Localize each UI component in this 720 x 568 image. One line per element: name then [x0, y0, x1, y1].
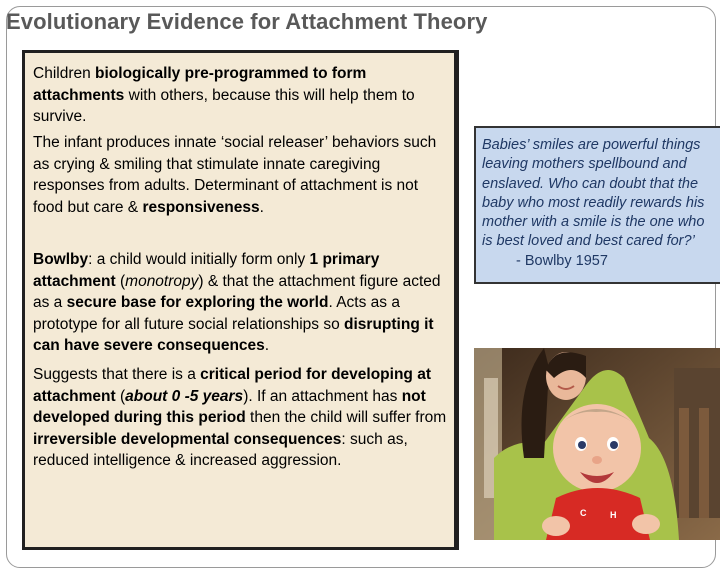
p4-years-italic: about 0 -5 years: [125, 387, 244, 405]
p3-italic-1: monotropy: [125, 272, 199, 290]
main-text-box: [22, 50, 459, 550]
p2-text-2: .: [259, 198, 264, 216]
p4-bold-italic-1: [125, 388, 243, 405]
paragraph-bowlby: [33, 249, 451, 357]
p3-bold-1: Bowlby: [33, 251, 89, 268]
p4-bold-2: not developed during this period: [33, 387, 426, 426]
slide-title: Evolutionary Evidence for Attachment Theory: [6, 9, 488, 34]
p4-text-3: ). If an attachment has: [243, 387, 402, 405]
p4-bold-1: critical period for developing at attachment: [33, 366, 431, 405]
quote-author: - Bowlby 1957: [516, 252, 608, 269]
p3-bold-4: disrupting it can have severe consequences: [33, 315, 434, 354]
p4-bold-3: irreversible developmental consequences: [33, 430, 342, 448]
p3-text-5: .: [264, 337, 270, 354]
p1-bold-1: biologically pre-programmed to form attachments: [33, 65, 367, 104]
p4-text-5: : such as, reduced intelligence & increased aggression.: [33, 430, 408, 469]
p3-bold-3: secure base for exploring the world: [66, 294, 329, 311]
p4-text-2: (: [115, 387, 126, 405]
p3-text-4: . Acts as a prototype for all future social relationships so: [33, 294, 400, 333]
p2-text-1: The infant produces innate ‘social releaser’ behaviors such as crying & smiling that stimulate innate caregiving responses from adults. Determinant of attachment is not food but care &: [33, 134, 437, 216]
quote-body: Babies’ smiles are powerful things leaving mothers spellbound and enslaved. Who can doubt that the baby who most readily rewards his mother with a smile is the one who is best loved and best cared for?’: [482, 137, 705, 250]
p4-text-4: then the child will suffer from: [245, 409, 447, 426]
photo-illustration: [474, 348, 720, 540]
paragraph-critical-period: [33, 364, 451, 472]
p1-text-1: Children: [33, 65, 96, 82]
p1-text-2: with others, because this will help them to survive.: [33, 86, 415, 125]
p3-text-3: ) & that the attachment figure acted as a: [33, 272, 441, 311]
p2-bold-1: responsiveness: [142, 198, 260, 216]
paragraph-pre-programmed: [33, 63, 453, 128]
paragraph-social-releaser: [33, 132, 438, 218]
quote-text: [482, 136, 718, 271]
p3-text-2: (: [115, 272, 126, 290]
mother-baby-photo: [474, 348, 720, 540]
p3-bold-2: 1 primary attachment: [33, 251, 380, 290]
p4-text-1: Suggests that there is a: [33, 366, 201, 383]
svg-text:C: C: [580, 508, 587, 518]
bowlby-quote-box: [474, 126, 720, 284]
p3-text-1: : a child would initially form only: [88, 251, 310, 268]
svg-text:H: H: [610, 510, 617, 520]
